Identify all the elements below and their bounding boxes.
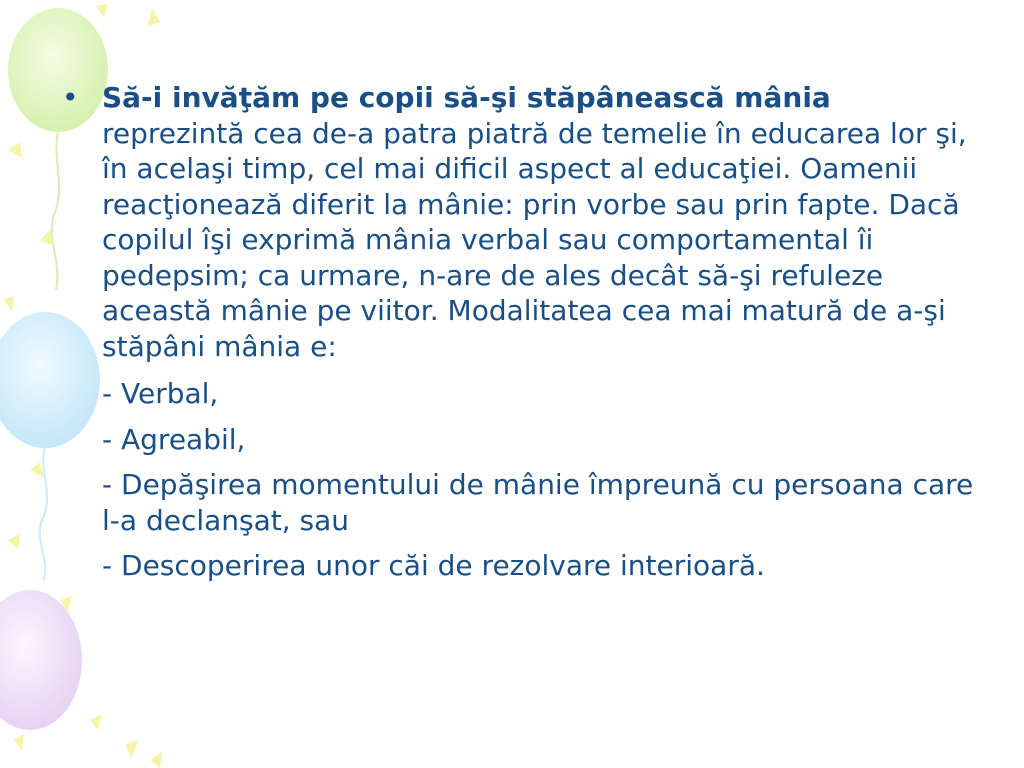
sub-item: - Agreabil, [102,422,246,456]
bold-lead-text: Să-i invăţăm pe copii să-şi stăpânească mânia [102,81,831,114]
sub-item: - Depăşirea momentului de mânie împreună cu persoana care l-a declanşat, sau [102,468,974,537]
main-bullet [62,80,982,364]
purple-balloon-icon [0,590,82,730]
sub-item: - Verbal, [102,377,219,410]
bullet-icon: • [62,81,79,114]
slide-content [62,80,982,584]
sub-item: - Descoperirea unor căi de rezolvare interioară. [102,549,765,582]
body-text: reprezintă cea de-a patra piatră de temelie în educarea lor şi, în acelaşi timp, cel mai dificil aspect al educaţiei. Oamenii reacţionează diferit la mânie: prin vorbe sau prin fapte. Dacă copilul îşi exprimă mânia verbal sau comportamental îi pedepsim; ca urmare, n-are de ales decât să-şi refuleze această mânie pe viitor. Modalitatea cea mai matură de a-şi stăpâni mânia e: [102,116,967,363]
